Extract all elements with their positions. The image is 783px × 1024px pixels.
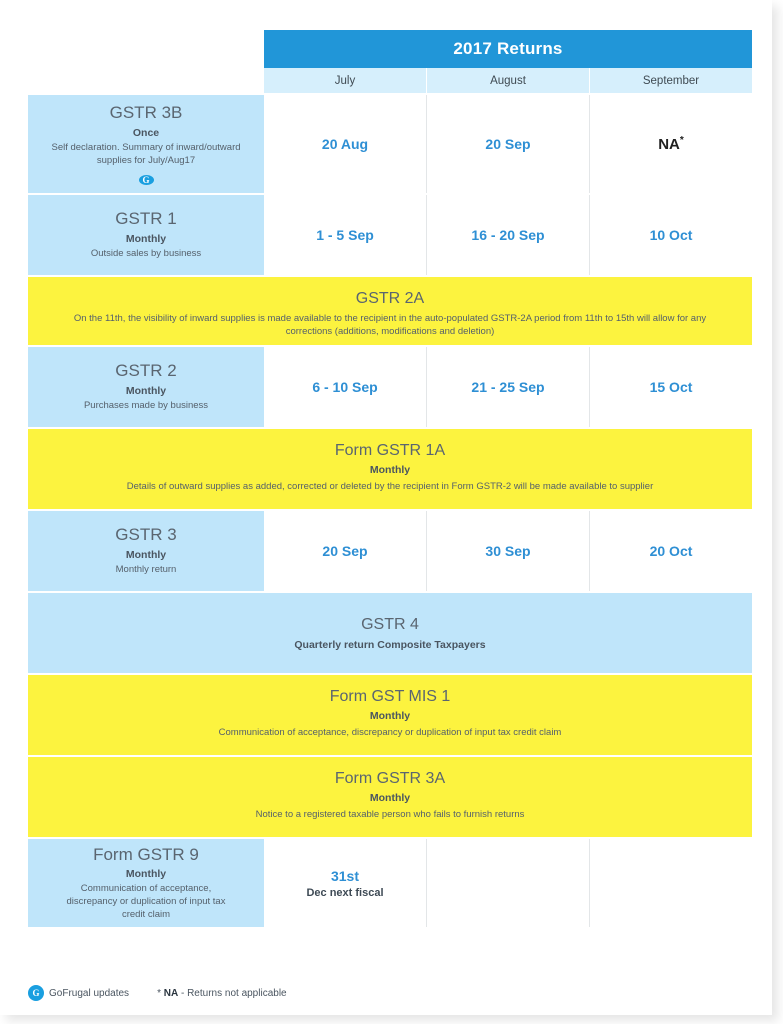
row-title: GSTR 1 bbox=[115, 209, 177, 229]
banner-form-gstr-3a bbox=[28, 757, 752, 837]
cell-september: 15 Oct bbox=[649, 379, 693, 395]
row-title: Form GSTR 9 bbox=[93, 844, 199, 864]
banner-title: GSTR 4 bbox=[361, 616, 419, 634]
banner-description: Communication of acceptance, discrepancy or duplication of input tax credit claim bbox=[218, 727, 562, 739]
row-title: GSTR 2 bbox=[115, 361, 177, 381]
cell-august: 20 Sep bbox=[427, 95, 590, 193]
cell-august: 30 Sep bbox=[427, 511, 590, 591]
footnote-key: NA bbox=[163, 987, 179, 999]
banner-frequency: Monthly bbox=[369, 464, 411, 477]
cell-august: 21 - 25 Sep bbox=[427, 347, 590, 427]
banner-form-gstr-1a bbox=[28, 429, 752, 509]
cell-value: 31st bbox=[330, 867, 360, 884]
table-row bbox=[28, 511, 752, 591]
row-values bbox=[264, 95, 752, 193]
cell-september bbox=[590, 95, 752, 193]
row-values bbox=[264, 839, 752, 927]
table-row bbox=[28, 195, 752, 275]
returns-table bbox=[28, 30, 752, 927]
cell-september bbox=[590, 839, 752, 927]
footer-brand bbox=[28, 985, 129, 1001]
banner-description: Details of outward supplies as added, corrected or deleted by the recipient in Form GSTR-2 will be made available to supplier bbox=[126, 481, 654, 493]
banner-frequency: Monthly bbox=[369, 710, 411, 723]
row-label-form-gstr-9 bbox=[28, 839, 264, 927]
table-row bbox=[28, 347, 752, 427]
row-description: Monthly return bbox=[115, 563, 177, 575]
cell-value: NA bbox=[658, 136, 680, 153]
gofrugal-logo-icon: G bbox=[28, 985, 44, 1001]
footer bbox=[28, 985, 752, 1001]
row-frequency: Monthly bbox=[125, 232, 167, 245]
banner-gstr-2a bbox=[28, 277, 752, 345]
month-header-july: July bbox=[264, 68, 427, 93]
banner-title: Form GSTR 3A bbox=[334, 770, 446, 787]
month-header-august: August bbox=[427, 68, 590, 93]
banner-gstr-4 bbox=[28, 593, 752, 673]
gofrugal-logo-icon: G bbox=[139, 175, 154, 185]
banner-form-gst-mis-1 bbox=[28, 675, 752, 755]
footer-note bbox=[157, 988, 287, 999]
cell-july bbox=[264, 839, 427, 927]
table-row bbox=[28, 839, 752, 927]
footer-brand-label: GoFrugal updates bbox=[49, 987, 130, 999]
cell-august bbox=[427, 839, 590, 927]
banner-title: Form GST MIS 1 bbox=[329, 688, 451, 705]
banner-description: On the 11th, the visibility of inward supplies is made available to the recipient in the auto-populated GSTR-2A period from 11th to 15th will allow for any corrections (additions, modifications and deletion) bbox=[73, 313, 707, 337]
banner-frequency: Monthly bbox=[369, 792, 411, 805]
row-label-gstr-3b bbox=[28, 95, 264, 193]
row-description: Self declaration. Summary of inward/outward supplies for July/Aug17 bbox=[51, 141, 241, 166]
row-label-gstr-3 bbox=[28, 511, 264, 591]
row-values bbox=[264, 347, 752, 427]
footnote-star: * bbox=[679, 135, 684, 146]
row-description: Purchases made by business bbox=[83, 399, 209, 411]
footnote-text: - Returns not applicable bbox=[178, 987, 287, 999]
row-label-gstr-1 bbox=[28, 195, 264, 275]
cell-september: 20 Oct bbox=[649, 543, 693, 559]
row-values bbox=[264, 195, 752, 275]
row-label-gstr-2 bbox=[28, 347, 264, 427]
banner-title: GSTR 2A bbox=[355, 290, 425, 307]
month-header-september: September bbox=[642, 74, 700, 87]
month-header-row bbox=[264, 68, 752, 93]
row-title: GSTR 3 bbox=[115, 525, 177, 545]
cell-july: 6 - 10 Sep bbox=[264, 347, 427, 427]
row-title: GSTR 3B bbox=[109, 103, 183, 123]
banner-title: Form GSTR 1A bbox=[334, 442, 446, 459]
table-row bbox=[28, 95, 752, 193]
row-frequency: Monthly bbox=[125, 548, 167, 561]
row-description: Communication of acceptance, discrepancy or duplication of input tax credit claim bbox=[66, 883, 226, 920]
banner-frequency: Quarterly return Composite Taxpayers bbox=[294, 638, 486, 651]
cell-august: 16 - 20 Sep bbox=[427, 195, 590, 275]
footnote-star: * bbox=[157, 987, 161, 999]
cell-july: 1 - 5 Sep bbox=[264, 195, 427, 275]
cell-september: 10 Oct bbox=[649, 227, 693, 243]
row-description: Outside sales by business bbox=[90, 247, 202, 259]
row-frequency: Monthly bbox=[125, 868, 167, 881]
table-title: 2017 Returns bbox=[264, 30, 752, 68]
row-values bbox=[264, 511, 752, 591]
cell-july: 20 Aug bbox=[264, 95, 427, 193]
row-frequency: Monthly bbox=[125, 384, 167, 397]
row-frequency: Once bbox=[132, 126, 160, 139]
banner-description: Notice to a registered taxable person who fails to furnish returns bbox=[255, 809, 525, 821]
cell-july: 20 Sep bbox=[264, 511, 427, 591]
cell-subvalue: Dec next fiscal bbox=[306, 886, 384, 899]
